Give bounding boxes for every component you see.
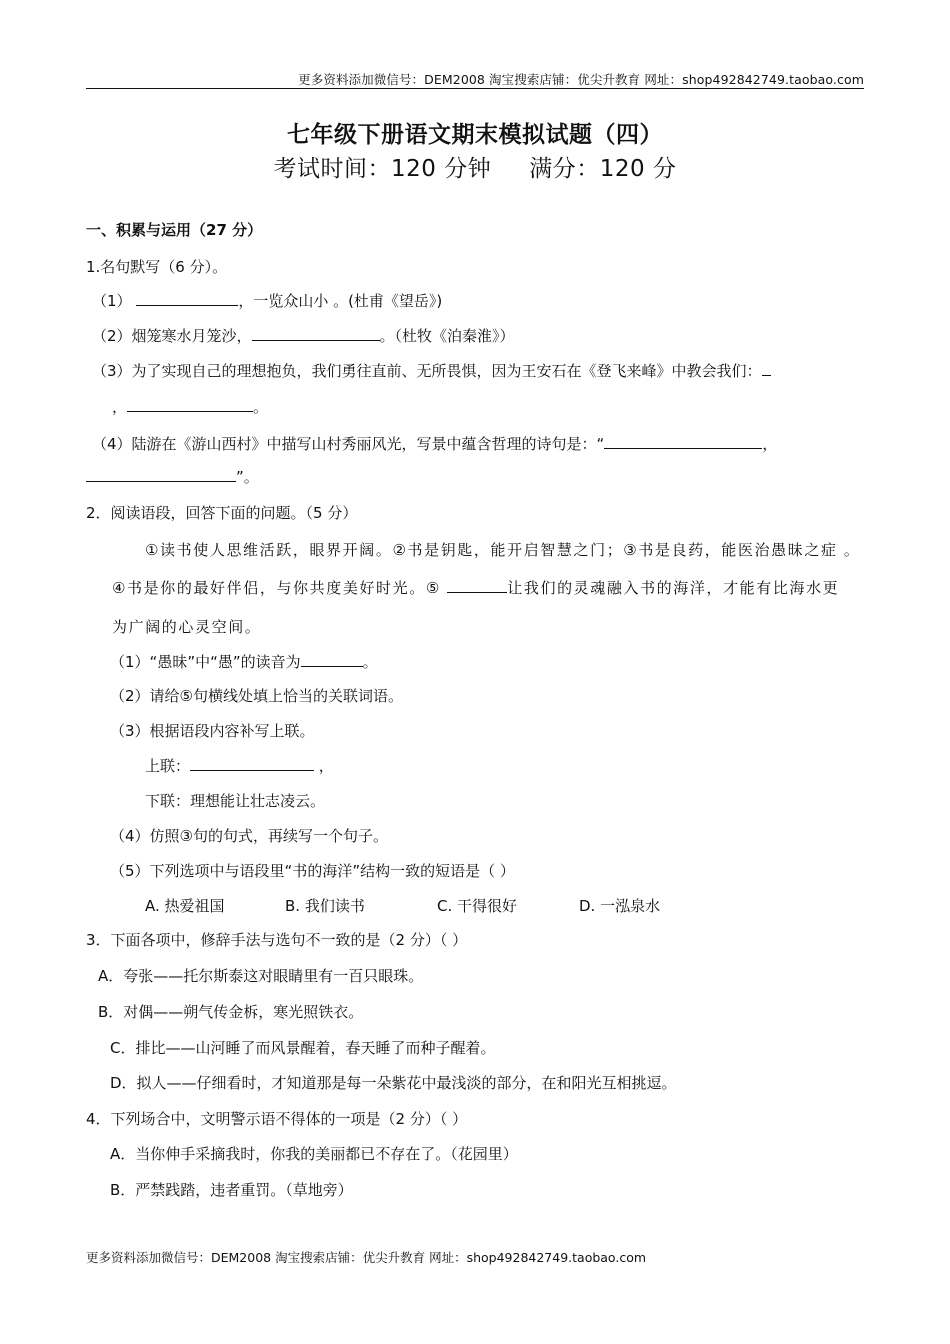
exam-info [0, 150, 950, 183]
q2-sub5: （5）下列选项中与语段里“书的海洋”结构一致的短语是（ ） [110, 862, 515, 880]
answer-blank[interactable] [604, 434, 762, 449]
answer-blank[interactable] [762, 361, 771, 376]
q2-sub3-lower: 下联：理想能让壮志凌云。 [145, 792, 326, 810]
q1-part4-line2-suffix: ”。 [236, 468, 259, 486]
answer-blank[interactable] [447, 578, 507, 593]
q2-sub1 [110, 652, 378, 672]
q2-passage-line2 [112, 578, 839, 598]
q1-part4-suffix: ， [762, 435, 778, 453]
q2-sub1-prefix: （1）“愚昧”中“愚”的读音为 [110, 653, 301, 671]
q1-part2-suffix: 。（杜牧《泊秦淮》） [379, 327, 515, 345]
q3-option-b[interactable]: B．对偶——朔气传金柝，寒光照铁衣。 [98, 1003, 364, 1021]
q2-sub1-suffix: 。 [362, 653, 378, 671]
q2-passage-line3: 为广阔的心灵空间。 [112, 618, 262, 636]
q1-part1-prefix: （1） [92, 292, 137, 310]
answer-blank[interactable] [136, 291, 238, 306]
q3-option-c[interactable]: C．排比——山河睡了而风景醒着，春天睡了而种子醒着。 [110, 1039, 496, 1057]
q1-part4-prefix: （4）陆游在《游山西村》中描写山村秀丽风光，写景中蕴含哲理的诗句是：“ [92, 435, 605, 453]
answer-blank[interactable] [190, 756, 314, 771]
answer-blank[interactable] [301, 652, 363, 667]
q4-option-b[interactable]: B．严禁践踏，违者重罚。（草地旁） [110, 1181, 353, 1199]
option-a[interactable]: A. 热爱祖国 [145, 897, 225, 915]
page-header: 更多资料添加微信号：DEM2008 淘宝搜索店铺：优尖升教育 网址：shop492842749.taobao.com [298, 72, 864, 87]
q1-part1 [92, 291, 442, 311]
section-heading: 一、积累与运用（27 分） [86, 221, 263, 239]
q2-passage-prefix: ④书是你的最好伴侣，与你共度美好时光。⑤ [112, 579, 448, 597]
q1-stem: 1.名句默写（6 分）。 [86, 258, 228, 276]
q2-sub3: （3）根据语段内容补写上联。 [110, 722, 315, 740]
q2-sub2: （2）请给⑤句横线处填上恰当的关联词语。 [110, 687, 403, 705]
exam-time: 考试时间：120 分钟 [273, 156, 492, 182]
q1-part4-line2 [86, 467, 259, 487]
q2-sub4: （4）仿照③句的句式，再续写一个句子。 [110, 827, 388, 845]
page-title: 七年级下册语文期末模拟试题（四） [287, 122, 663, 148]
option-b[interactable]: B. 我们读书 [285, 897, 365, 915]
q2-options [145, 896, 660, 916]
q1-part3-suffix: 。 [253, 398, 269, 416]
q4-option-a[interactable]: A．当你伸手采摘我时，你我的美丽都已不存在了。（花园里） [110, 1145, 518, 1163]
q4-stem: 4．下列场合中，文明警示语不得体的一项是（2 分）（ ） [86, 1110, 468, 1128]
q1-part1-suffix: ，一览众山小 。(杜甫《望岳》) [238, 292, 443, 310]
exam-score: 满分：120 分 [529, 156, 677, 182]
q2-stem: 2．阅读语段，回答下面的问题。（5 分） [86, 504, 358, 522]
answer-blank[interactable] [252, 326, 380, 341]
q2-upper-suffix: ， [314, 757, 334, 775]
option-d[interactable]: D. 一泓泉水 [579, 897, 661, 915]
q2-upper-prefix: 上联： [145, 757, 191, 775]
q1-part4-line1 [92, 434, 777, 454]
option-c[interactable]: C. 干得很好 [437, 897, 518, 915]
header-rule [86, 88, 864, 89]
q3-option-a[interactable]: A．夸张——托尔斯泰这对眼睛里有一百只眼珠。 [98, 967, 424, 985]
page-footer: 更多资料添加微信号：DEM2008 淘宝搜索店铺：优尖升教育 网址：shop492842749.taobao.com [86, 1250, 647, 1265]
q1-part2-prefix: （2）烟笼寒水月笼沙， [92, 327, 252, 345]
q1-part3-line1 [92, 361, 771, 381]
q3-option-d[interactable]: D．拟人——仔细看时，才知道那是每一朵紫花中最浅淡的部分，在和阳光互相挑逗。 [110, 1074, 677, 1092]
q2-passage-line1: ①读书使人思维活跃，眼界开阔。②书是钥匙，能开启智慧之门；③书是良药，能医治愚昧之症 。 [145, 541, 861, 559]
q1-part3-line2 [112, 397, 268, 417]
q1-part3-text: （3）为了实现自己的理想抱负，我们勇往直前、无所畏惧，因为王安石在《登飞来峰》中教会我们： [92, 362, 762, 380]
q1-part3-prefix: ， [112, 398, 128, 416]
q1-part2 [92, 326, 515, 346]
answer-blank[interactable] [86, 467, 236, 482]
q2-sub3-upper [145, 756, 334, 776]
q3-stem: 3．下面各项中，修辞手法与选句不一致的是（2 分）（ ） [86, 931, 468, 949]
q2-passage-suffix: 让我们的灵魂融入书的海洋，才能有比海水更 [507, 579, 840, 597]
answer-blank[interactable] [127, 397, 253, 412]
